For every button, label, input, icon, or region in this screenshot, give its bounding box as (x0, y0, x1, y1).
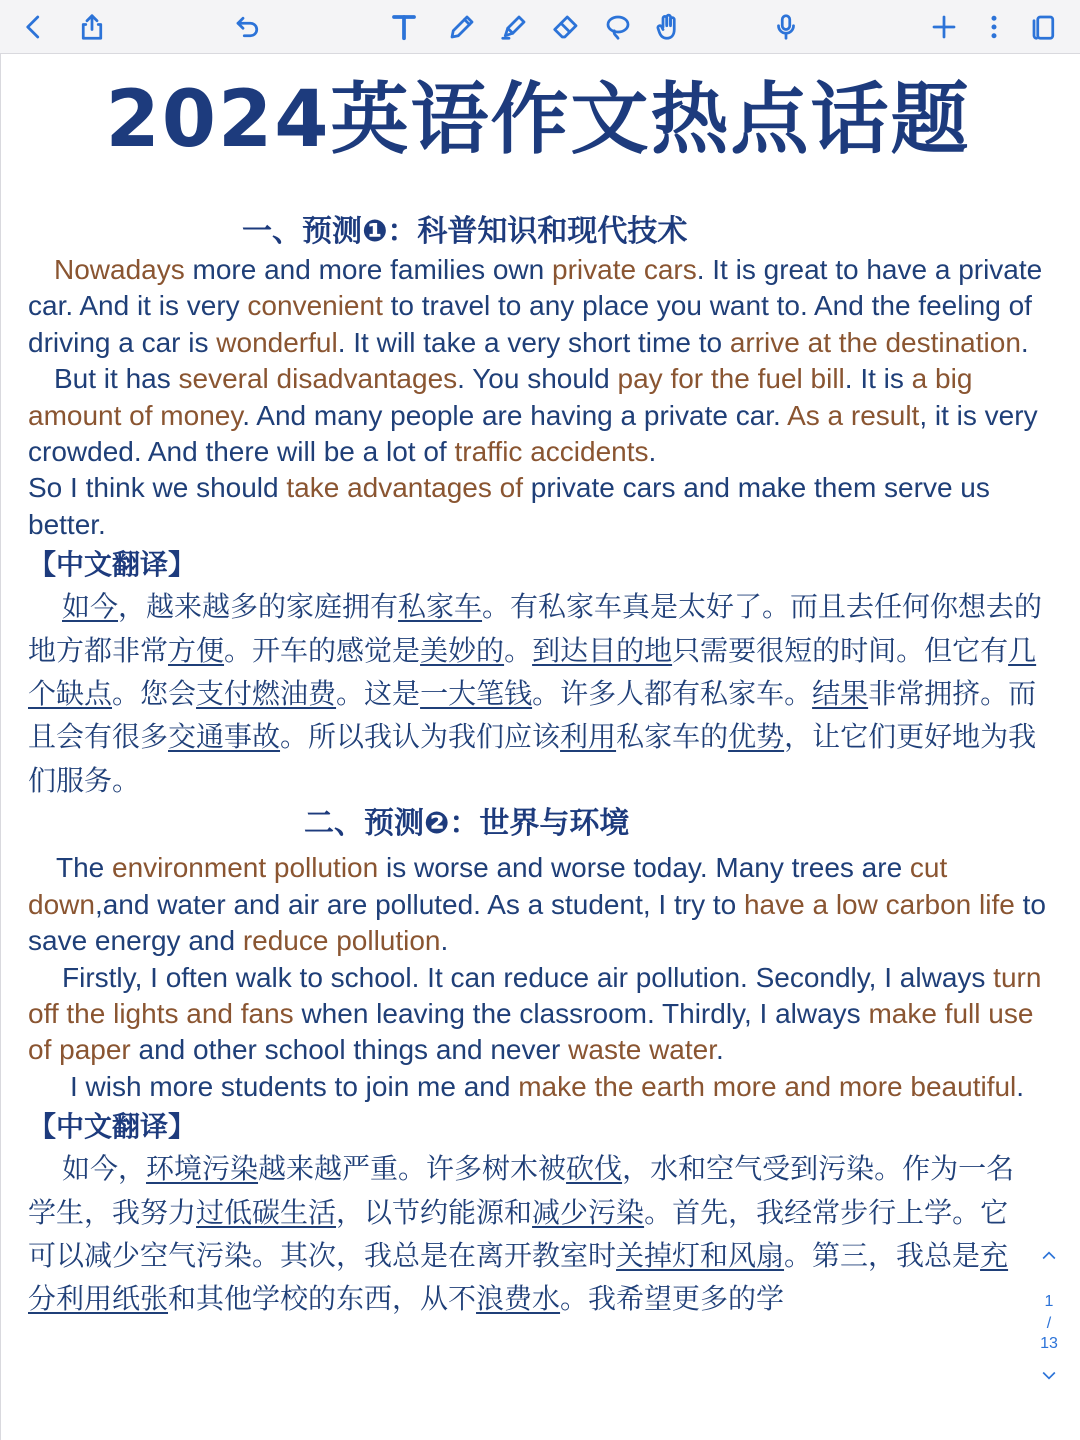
page-indicator (1034, 1246, 1064, 1406)
page-separator: / (1046, 1315, 1052, 1332)
page-edge (0, 54, 1, 1440)
undo-icon[interactable] (230, 9, 266, 45)
add-icon[interactable] (926, 9, 962, 45)
translation-paragraph-1: 如今，越来越多的家庭拥有私家车。有私家车真是太好了。而且去任何你想去的地方都非常方便。开车的感觉是美妙的。到达目的地只需要很短的时间。但它有几个缺点。您会支付燃油费。这是一大笔钱。许多人都有私家车。结果非常拥挤。而且会有很多交通事故。所以我认为我们应该利用私家车的优势，让它们更好地为我们服务。 (28, 590, 1043, 797)
essay1-paragraph2: But it has several disadvantages. You should pay for the fuel bill. It is a big amount of money. And many people are having a private car. As a result, it is very crowded. And there will be a lot of traffic accidents. (28, 363, 1038, 468)
pages-icon[interactable] (1026, 9, 1062, 45)
essay2-paragraph1: The environment pollution is worse and worse today. Many trees are cut down,and water and air are polluted. As a student, I try to have a low carbon life to save energy and reduce pollution. (28, 852, 1046, 957)
back-icon[interactable] (16, 9, 52, 45)
more-icon[interactable] (976, 9, 1012, 45)
section-heading-2: 二、预测❷：世界与环境 (304, 806, 630, 842)
microphone-icon[interactable] (768, 9, 804, 45)
page-title: 2024英语作文热点话题 (105, 75, 971, 165)
lasso-icon[interactable] (600, 9, 636, 45)
document-page (28, 56, 1048, 1321)
essay1-paragraph1: Nowadays more and more families own private cars. It is great to have a private car. And it is very convenient to travel to any place you want to. And the feeling of driving a car is wonderful. It will take a very short time to arrive at the destination. (28, 254, 1043, 358)
total-pages: 13 (1040, 1335, 1058, 1352)
eraser-icon[interactable] (548, 9, 584, 45)
translation-paragraph-2: 如今，环境污染越来越严重。许多树木被砍伐，水和空气受到污染。作为一名学生，我努力过低碳生活，以节约能源和减少污染。首先，我经常步行上学。它可以减少空气污染。其次，我总是在离开教室时关掉灯和风扇。第三，我总是充分利用纸张和其他学校的东西，从不浪费水。我希望更多的学 (28, 1152, 1015, 1316)
essay1-paragraph3: So I think we should take advantages of private cars and make them serve us better. (28, 472, 990, 540)
translation-heading-2: 【中文翻译】 (28, 1110, 197, 1144)
essay2-paragraph2: Firstly, I often walk to school. It can reduce air pollution. Secondly, I always turn off the lights and fans when leaving the classroom. Thirdly, I always make full use of paper and other school things and never waste water. (28, 961, 1042, 1066)
section-heading-1: 一、预测❶：科普知识和现代技术 (242, 214, 688, 249)
highlighter-icon[interactable] (496, 9, 532, 45)
share-icon[interactable] (74, 9, 110, 45)
page-down-icon[interactable] (1034, 1365, 1064, 1390)
essay2-paragraph3: I wish more students to join me and make the earth more and more beautiful. (70, 1070, 1025, 1102)
app-toolbar (0, 0, 1080, 54)
translation-heading-1: 【中文翻译】 (28, 548, 197, 582)
page-up-icon[interactable] (1034, 1246, 1064, 1271)
hand-icon[interactable] (650, 9, 686, 45)
text-tool-icon[interactable] (386, 9, 422, 45)
current-page: 1 (1044, 1293, 1054, 1310)
pen-icon[interactable] (444, 9, 480, 45)
